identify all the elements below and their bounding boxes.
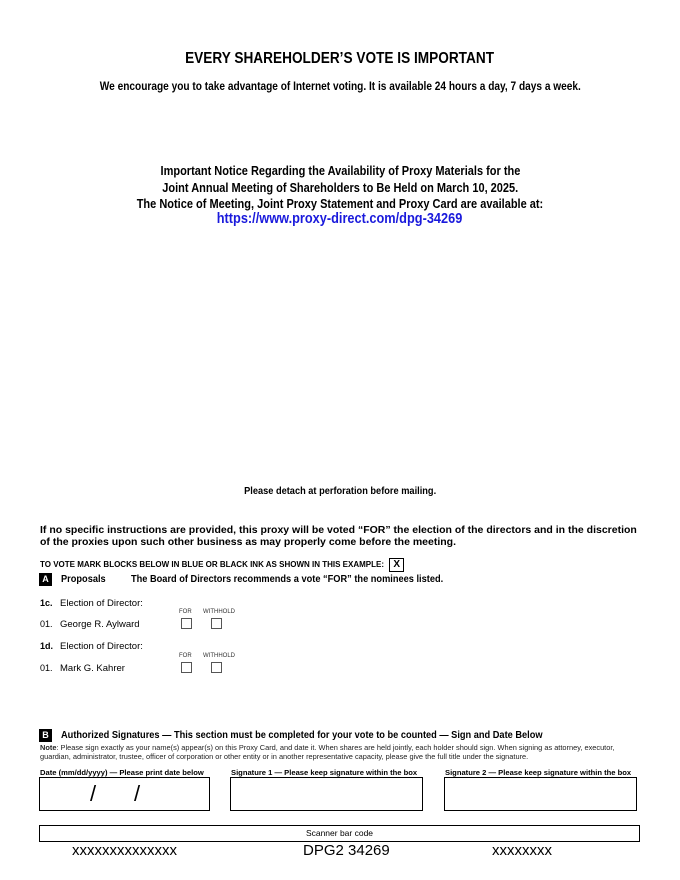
nominee-name: Mark G. Kahrer [60,663,125,674]
section-b-badge: B [39,729,52,742]
notice-line-3: The Notice of Meeting, Joint Proxy Statement and Proxy Card are available at: [136,197,544,211]
vote-example-label: TO VOTE MARK BLOCKS BELOW IN BLUE OR BLACK INK AS SHOWN IN THIS EXAMPLE: [40,560,384,570]
proposal-title: Election of Director: [60,641,143,652]
section-b-name: Authorized Signatures — This section must be completed for your vote to be counted — Sign and Date Below [60,729,543,741]
notice-line-1: Important Notice Regarding the Availability of Proxy Materials for the [160,164,520,178]
internet-voting-intro: We encourage you to take advantage of Internet voting. It is available 24 hours a day, 7 days a week. [99,81,581,93]
section-a-badge: A [39,573,52,586]
date-field-label: Date (mm/dd/yyyy) — Please print date below [40,768,204,777]
withhold-checkbox[interactable] [211,618,222,629]
for-checkbox[interactable] [181,618,192,629]
voting-instructions: If no specific instructions are provided, this proxy will be voted “FOR” the election of the directors and in the discretion of the proxies upon such other business as may properly come before the meeting. [40,524,637,548]
signature-note [40,744,640,761]
detach-instruction: Please detach at perforation before mailing. [243,485,437,497]
vote-example-row [40,558,404,572]
code-left: xxxxxxxxxxxxxx [72,842,177,859]
withhold-column-header: WITHHOLD [203,609,235,615]
signature-1-label: Signature 1 — Please keep signature within the box [231,768,418,777]
note-text: : Please sign exactly as your name(s) appear(s) on this Proxy Card, and date it. When shares are held jointly, each holder should sign. When signing as attorney, executor, guardian, administrator, trustee, officer of corporation or other entity or in another representative capacity, please give the full title under the signature. [40,743,615,761]
date-slash-1: / [90,781,97,806]
note-label: Note [40,743,57,752]
proposal-id: 1c. [40,598,53,608]
code-center: DPG2 34269 [303,842,390,859]
section-a-header [39,573,485,586]
code-right: xxxxxxxx [492,842,552,859]
notice-line-2: Joint Annual Meeting of Shareholders to Be Held on March 10, 2025. [162,181,518,195]
date-slash-2: / [134,781,141,806]
withhold-checkbox[interactable] [211,662,222,673]
for-checkbox[interactable] [181,662,192,673]
page-title: EVERY SHAREHOLDER’S VOTE IS IMPORTANT [185,50,495,67]
scanner-label: Scanner bar code [305,828,374,838]
withhold-column-header: WITHHOLD [203,653,235,659]
vote-example-mark: X [389,558,404,572]
nominee-number: 01. [40,619,53,629]
for-column-header: FOR [179,653,192,659]
nominee-name: George R. Aylward [60,619,140,630]
signature-2-field[interactable] [444,777,637,811]
section-a-name: Proposals [60,573,106,585]
proposal-title: Election of Director: [60,598,143,609]
date-field[interactable] [39,777,210,811]
section-a-description: The Board of Directors recommends a vote “FOR” the nominees listed. [130,573,443,585]
proxy-materials-link[interactable]: https://www.proxy-direct.com/dpg-34269 [217,211,463,227]
section-b-header [39,729,608,742]
scanner-barcode-box [39,825,640,842]
proposal-id: 1d. [40,641,54,651]
signature-1-field[interactable] [230,777,423,811]
for-column-header: FOR [179,609,192,615]
signature-2-label: Signature 2 — Please keep signature within the box [445,768,632,777]
nominee-number: 01. [40,663,53,673]
